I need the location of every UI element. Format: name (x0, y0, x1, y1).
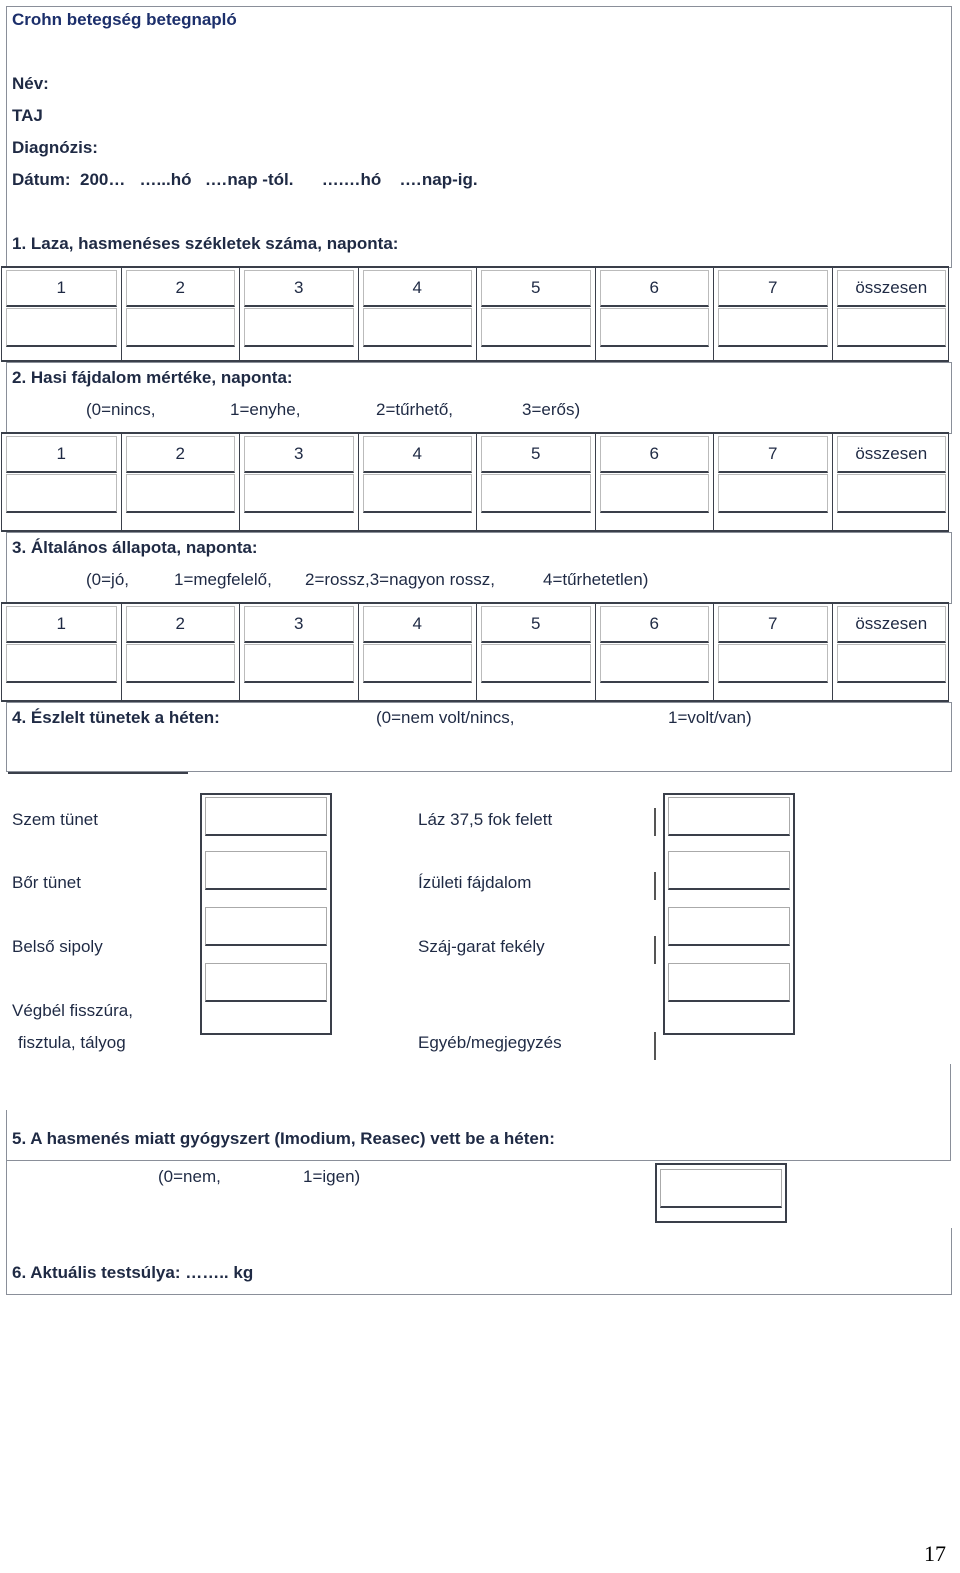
symptom-fever: Láz 37,5 fok felett (418, 810, 553, 829)
grid-entry-cell[interactable] (837, 474, 947, 513)
grid-entry-cell[interactable] (481, 308, 591, 347)
grid-entry-cell[interactable] (244, 644, 354, 683)
grid-entry-cell[interactable] (718, 644, 828, 683)
grid-column (2, 604, 121, 700)
grid-header: összesen (837, 270, 947, 307)
q3-scale-3: 4=tűrhetetlen) (543, 570, 649, 589)
grid-header: 3 (244, 606, 354, 643)
grid-column (713, 434, 832, 530)
grid-header: 2 (126, 270, 236, 307)
symptom-joint: Ízületi fájdalom (418, 873, 532, 892)
q4-title: 4. Észlelt tünetek a héten: (12, 708, 220, 727)
symptom-anal-2: fisztula, tályog (18, 1033, 126, 1052)
grid-header: 3 (244, 270, 354, 307)
grid-column (239, 604, 358, 700)
grid-entry-cell[interactable] (363, 474, 473, 513)
grid-column (476, 604, 595, 700)
grid-entry-cell[interactable] (6, 308, 117, 347)
grid-column (595, 434, 714, 530)
anal-symptom-box[interactable] (205, 963, 327, 1002)
q2-scale-2: 2=tűrhető, (376, 400, 454, 419)
grid-entry-cell[interactable] (718, 308, 828, 347)
grid-header: 2 (126, 436, 236, 473)
form-frame-q5-left (6, 1110, 7, 1294)
tick-mark (654, 808, 656, 836)
left-checkbox-column (200, 793, 332, 1035)
grid-column (121, 434, 240, 530)
grid-header: 6 (600, 606, 710, 643)
skin-symptom-box[interactable] (205, 851, 327, 890)
grid-header: 6 (600, 270, 710, 307)
q2-scale-0: (0=nincs, (86, 400, 156, 419)
form-frame-q6 (6, 1228, 952, 1295)
grid-column (713, 604, 832, 700)
grid-column (476, 268, 595, 360)
symptom-skin: Bőr tünet (12, 873, 81, 892)
q2-scale-1: 1=enyhe, (230, 400, 301, 419)
q5-no: (0=nem, (158, 1167, 221, 1186)
name-label: Név: (12, 74, 49, 93)
q6-title: 6. Aktuális testsúlya: …….. kg (12, 1263, 254, 1282)
right-checkbox-column (663, 793, 795, 1035)
q4-scale-no: (0=nem volt/nincs, (376, 708, 515, 727)
grid-header: 4 (363, 270, 473, 307)
grid-entry-cell[interactable] (837, 644, 947, 683)
grid-entry-cell[interactable] (837, 308, 947, 347)
grid-entry-cell[interactable] (481, 644, 591, 683)
grid-header: 3 (244, 436, 354, 473)
grid-header: 2 (126, 606, 236, 643)
grid-entry-cell[interactable] (363, 308, 473, 347)
grid-entry-cell[interactable] (600, 474, 710, 513)
q4-scale-yes: 1=volt/van) (668, 708, 752, 727)
grid-header: 4 (363, 436, 473, 473)
form-frame-top (6, 6, 952, 268)
grid-entry-cell[interactable] (363, 644, 473, 683)
q2-scale-3: 3=erős) (522, 400, 581, 419)
q3-scale-0: (0=jó, (86, 570, 129, 589)
other-symptom-box[interactable] (668, 963, 790, 1002)
grid-entry-cell[interactable] (244, 308, 354, 347)
q4-divider (8, 772, 188, 774)
grid-column (239, 268, 358, 360)
mouth-symptom-box[interactable] (668, 907, 790, 946)
tick-mark (654, 936, 656, 964)
q2-title: 2. Hasi fájdalom mértéke, naponta: (12, 368, 293, 387)
grid-header: 7 (718, 606, 828, 643)
tick-mark (654, 872, 656, 900)
date-label: Dátum: 200… …...hó .…nap -tól. ….…hó .…nap-ig. (12, 170, 478, 189)
grid-column (239, 434, 358, 530)
grid-header: 1 (6, 270, 117, 307)
grid-entry-cell[interactable] (600, 644, 710, 683)
grid-column (476, 434, 595, 530)
grid-entry-cell[interactable] (600, 308, 710, 347)
medication-slot[interactable] (660, 1169, 782, 1208)
medication-box[interactable] (655, 1163, 787, 1223)
grid-column (2, 434, 121, 530)
q3-scale-1: 1=megfelelő, (174, 570, 272, 589)
grid-column (713, 268, 832, 360)
grid-column (358, 604, 477, 700)
grid-entry-cell[interactable] (6, 644, 117, 683)
q1-grid (1, 266, 949, 362)
symptom-mouth: Száj-garat fekély (418, 937, 545, 956)
grid-column (121, 268, 240, 360)
fistula-symptom-box[interactable] (205, 907, 327, 946)
joint-symptom-box[interactable] (668, 851, 790, 890)
grid-header: 7 (718, 436, 828, 473)
grid-column (358, 268, 477, 360)
fever-symptom-box[interactable] (668, 797, 790, 836)
grid-header: 7 (718, 270, 828, 307)
grid-header: 1 (6, 436, 117, 473)
q3-scale-2: 2=rossz,3=nagyon rossz, (305, 570, 495, 589)
grid-column (2, 268, 121, 360)
grid-header: 5 (481, 606, 591, 643)
diagnosis-label: Diagnózis: (12, 138, 98, 157)
taj-label: TAJ (12, 106, 43, 125)
grid-column (832, 434, 951, 530)
grid-header: 4 (363, 606, 473, 643)
grid-entry-cell[interactable] (244, 474, 354, 513)
grid-entry-cell[interactable] (126, 308, 236, 347)
grid-header: összesen (837, 436, 947, 473)
q3-title: 3. Általános állapota, naponta: (12, 538, 258, 557)
grid-entry-cell[interactable] (126, 644, 236, 683)
page-title: Crohn betegség betegnapló (12, 10, 237, 29)
symptom-fistula: Belső sipoly (12, 937, 103, 956)
grid-column (595, 604, 714, 700)
grid-header: összesen (837, 606, 947, 643)
eye-symptom-box[interactable] (205, 797, 327, 836)
symptom-eye: Szem tünet (12, 810, 98, 829)
grid-column (595, 268, 714, 360)
grid-header: 5 (481, 436, 591, 473)
q3-grid (1, 602, 949, 702)
symptom-anal-1: Végbél fisszúra, (12, 1001, 133, 1020)
grid-header: 5 (481, 270, 591, 307)
q1-title: 1. Laza, hasmenéses székletek száma, naponta: (12, 234, 399, 253)
q2-grid (1, 432, 949, 532)
grid-entry-cell[interactable] (6, 474, 117, 513)
q5-yes: 1=igen) (303, 1167, 361, 1186)
grid-header: 1 (6, 606, 117, 643)
grid-entry-cell[interactable] (718, 474, 828, 513)
grid-entry-cell[interactable] (481, 474, 591, 513)
grid-header: 6 (600, 436, 710, 473)
grid-entry-cell[interactable] (126, 474, 236, 513)
grid-column (358, 434, 477, 530)
grid-column (832, 268, 951, 360)
grid-column (832, 604, 951, 700)
page-number: 17 (924, 1541, 946, 1566)
symptom-other: Egyéb/megjegyzés (418, 1033, 562, 1052)
tick-mark (654, 1032, 656, 1060)
grid-column (121, 604, 240, 700)
q5-title: 5. A hasmenés miatt gyógyszert (Imodium, Reasec) vett be a héten: (12, 1129, 555, 1148)
